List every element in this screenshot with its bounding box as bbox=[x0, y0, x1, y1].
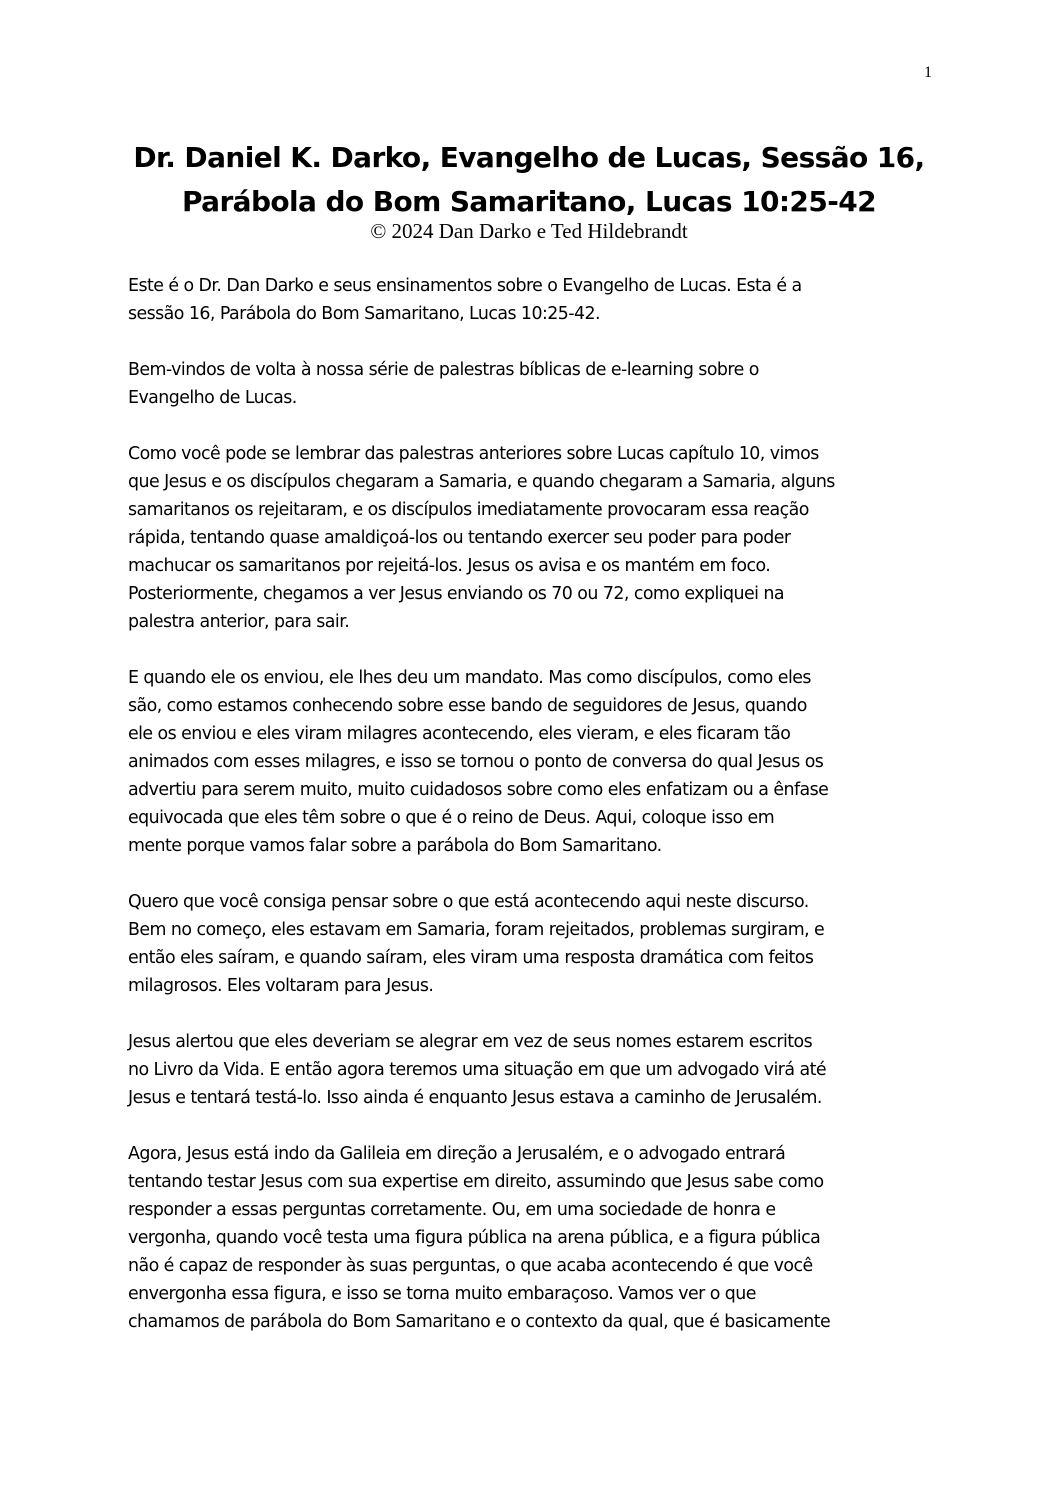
text-line: responder a essas perguntas corretamente. Ou, em uma sociedade de honra e bbox=[128, 1200, 776, 1220]
text-line: palestra anterior, para sair. bbox=[128, 612, 350, 632]
text-line: Jesus e tentará testá-lo. Isso ainda é enquanto Jesus estava a caminho de Jerusalém. bbox=[128, 1088, 822, 1108]
text-line: machucar os samaritanos por rejeitá-los. Jesus os avisa e os mantém em foco. bbox=[128, 556, 771, 576]
paragraph bbox=[128, 440, 928, 636]
text-line: Este é o Dr. Dan Darko e seus ensinamentos sobre o Evangelho de Lucas. Esta é a bbox=[128, 276, 802, 296]
document-title-line-1: Dr. Daniel K. Darko, Evangelho de Lucas, Sessão 16, bbox=[133, 141, 925, 174]
text-line: Bem no começo, eles estavam em Samaria, foram rejeitados, problemas surgiram, e bbox=[128, 920, 825, 940]
page-number: 1 bbox=[924, 64, 932, 81]
text-line: tentando testar Jesus com sua expertise em direito, assumindo que Jesus sabe como bbox=[128, 1172, 824, 1192]
text-line: advertiu para serem muito, muito cuidadosos sobre como eles enfatizam ou a ênfase bbox=[128, 780, 829, 800]
text-line: são, como estamos conhecendo sobre esse bando de seguidores de Jesus, quando bbox=[128, 696, 807, 716]
text-line: mente porque vamos falar sobre a parábola do Bom Samaritano. bbox=[128, 836, 662, 856]
document-header bbox=[60, 136, 998, 243]
text-line: sessão 16, Parábola do Bom Samaritano, Lucas 10:25-42. bbox=[128, 304, 601, 324]
text-line: envergonha essa figura, e isso se torna muito embaraçoso. Vamos ver o que bbox=[128, 1284, 756, 1304]
paragraph bbox=[128, 664, 928, 860]
paragraph bbox=[128, 888, 928, 1000]
paragraph bbox=[128, 1140, 928, 1336]
text-line: vergonha, quando você testa uma figura pública na arena pública, e a figura pública bbox=[128, 1228, 821, 1248]
text-line: E quando ele os enviou, ele lhes deu um mandato. Mas como discípulos, como eles bbox=[128, 668, 811, 688]
copyright-notice: © 2024 Dan Darko e Ted Hildebrandt bbox=[370, 219, 688, 243]
text-line: então eles saíram, e quando saíram, eles viram uma resposta dramática com feitos bbox=[128, 948, 814, 968]
text-line: animados com esses milagres, e isso se tornou o ponto de conversa do qual Jesus os bbox=[128, 752, 824, 772]
document-body bbox=[128, 272, 928, 1336]
text-line: rápida, tentando quase amaldiçoá-los ou tentando exercer seu poder para poder bbox=[128, 528, 791, 548]
text-line: Evangelho de Lucas. bbox=[128, 388, 297, 408]
text-line: Quero que você consiga pensar sobre o que está acontecendo aqui neste discurso. bbox=[128, 892, 809, 912]
document-title-line-2: Parábola do Bom Samaritano, Lucas 10:25-42 bbox=[182, 185, 876, 218]
text-line: Posteriormente, chegamos a ver Jesus enviando os 70 ou 72, como expliquei na bbox=[128, 584, 784, 604]
text-line: chamamos de parábola do Bom Samaritano e o contexto da qual, que é basicamente bbox=[128, 1312, 831, 1332]
paragraph bbox=[128, 356, 928, 412]
text-line: ele os enviou e eles viram milagres acontecendo, eles vieram, e eles ficaram tão bbox=[128, 724, 791, 744]
text-line: Bem-vindos de volta à nossa série de palestras bíblicas de e-learning sobre o bbox=[128, 360, 759, 380]
text-line: Agora, Jesus está indo da Galileia em direção a Jerusalém, e o advogado entrará bbox=[128, 1144, 786, 1164]
text-line: samaritanos os rejeitaram, e os discípulos imediatamente provocaram essa reação bbox=[128, 500, 809, 520]
text-line: no Livro da Vida. E então agora teremos uma situação em que um advogado virá até bbox=[128, 1060, 826, 1080]
text-line: Como você pode se lembrar das palestras anteriores sobre Lucas capítulo 10, vimos bbox=[128, 444, 819, 464]
paragraph bbox=[128, 272, 928, 328]
text-line: equivocada que eles têm sobre o que é o reino de Deus. Aqui, coloque isso em bbox=[128, 808, 775, 828]
paragraph bbox=[128, 1028, 928, 1112]
text-line: milagrosos. Eles voltaram para Jesus. bbox=[128, 976, 434, 996]
text-line: Jesus alertou que eles deveriam se alegrar em vez de seus nomes estarem escritos bbox=[128, 1032, 813, 1052]
text-line: que Jesus e os discípulos chegaram a Samaria, e quando chegaram a Samaria, alguns bbox=[128, 472, 835, 492]
text-line: não é capaz de responder às suas perguntas, o que acaba acontecendo é que você bbox=[128, 1256, 813, 1276]
